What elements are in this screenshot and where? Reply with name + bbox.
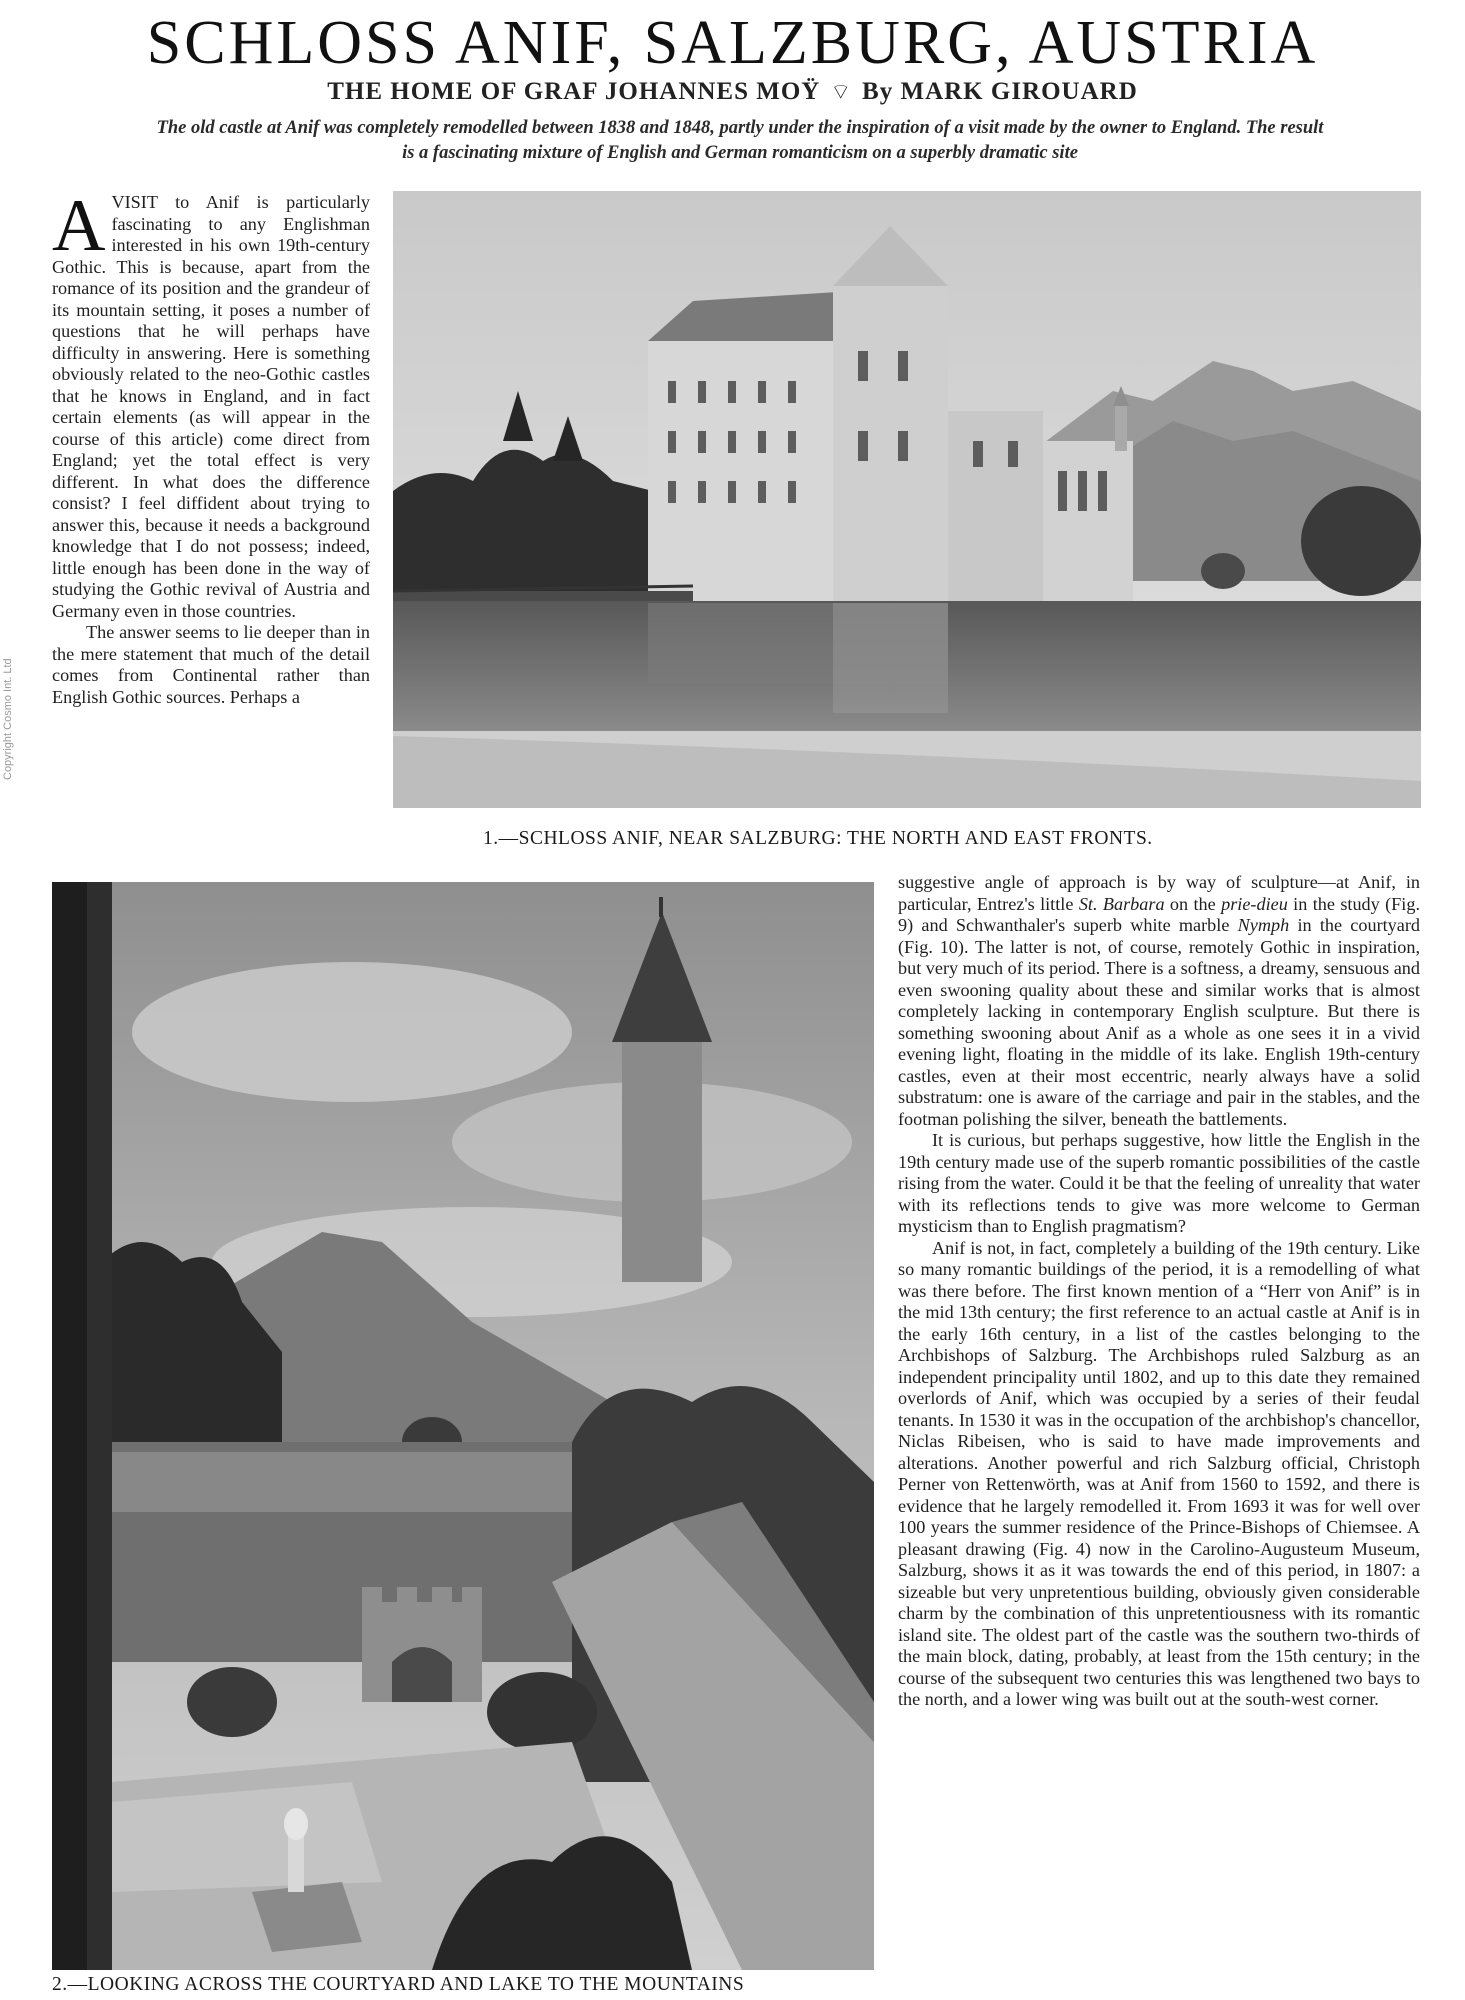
subtitle-home: THE HOME OF GRAF JOHANNES MOŸ [327,78,821,105]
castle-photo-illustration [393,191,1421,808]
figure-1-caption: 1.—SCHLOSS ANIF, NEAR SALZBURG: THE NORTH AND EAST FRONTS. [483,828,1153,849]
article-subtitle [0,78,1465,106]
copyright-notice: Copyright Cosmo Int. Ltd [2,658,14,780]
paragraph-2: The answer seems to lie deeper than in the mere statement that much of the detail comes from Continental rather than English Gothic sources. Perhaps a [52,622,370,707]
paragraph-intro: A VISIT to Anif is particularly fascinating to any Englishman interested in his own 19th-century Gothic. This is because, apart from the romance of its position and the grandeur of its mountain setting, it poses a number of questions that he will perhaps have difficulty in answering. Here is something obviously related to the neo-Gothic castles that he knows in England, and in fact certain elements (as will appear in the course of this article) come direct from England; yet the total effect is very different. In what does the difference consist? I feel diffident about trying to answer this, because it needs a background knowledge that I do not possess; indeed, little enough has been done in the way of studying the Gothic revival of Austria and Germany even in those countries. [52,185,370,621]
paragraph-water: It is curious, but perhaps suggestive, how little the English in the 19th century made use of the superb romantic possibilities of the castle rising from the water. Could it be that the feeling of unreality that water with its reflections tends to give was more welcome to German mysticism than to English pragmatism? [898,1130,1420,1236]
article-title: SCHLOSS ANIF, SALZBURG, AUSTRIA [146,9,1319,77]
standfirst: The old castle at Anif was completely remodelled between 1838 and 1848, partly under the inspiration of a visit made by the owner to England. The result is a fascinating mixture of English and German romanticism on a superbly dramatic site [156,118,1324,163]
paragraph-history: Anif is not, in fact, completely a building of the 19th century. Like so many romantic buildings of the period, it is a remodelling of what was there before. The first known mention of a “Herr von Anif” is in the mid 13th century; the first reference to an actual castle at Anif is in the early 16th century, in a list of the castles belonging to the Archbishops of Salzburg. The Archbishops ruled Salzburg as an independent principality until 1802, and up to this date they remained overlords of Anif, which was occupied by a series of their feudal tenants. In 1530 it was in the occupation of the archbishop's chancellor, Niclas Ribeisen, who is said to have made improvements and alterations. Another powerful and rich Salzburg official, Christoph Perner von Rettenwörth, was at Anif from 1560 to 1592, and there is evidence that he largely remodelled it. From 1693 it was for well over 100 years the summer residence of the Prince-Bishops of Chiemsee. A pleasant drawing (Fig. 4) now in the Carolino-Augusteum Museum, Salzburg, shows it as it was towards the end of this period, in 1807: a sizeable but very unpretentious building, obviously given considerable charm by the combination of this unpretentiousness with its romantic island site. The oldest part of the castle was the southern two-thirds of the main block, dating, probably, at least from the 15th century; in the course of the subsequent two centuries this was lengthened two bays to the north, and a lower wing was built out at the south-west corner. [898,1237,1420,1709]
byline: By MARK GIROUARD [862,78,1138,105]
ornament-icon: ⌔ [830,79,853,104]
paragraph-continued: suggestive angle of approach is by way of sculpture—at Anif, in particular, Entrez's little St. Barbara on the prie-dieu in the study (Fig. 9) and Schwanthaler's superb white marble Nymph in the courtyard (Fig. 10). The latter is not, of course, remotely Gothic in inspiration, but very much of its period. There is a softness, a dreamy, sensuous and even swooning quality about these and similar works that is almost completely lacking in contemporary English sculpture. But there is something swooning about Anif as a whole as one sees it in a vivid evening light, floating in the middle of its lake. English 19th-century castles, even at their most eccentric, nearly always have a solid substratum: one is aware of the carriage and pair in the stables, and the footman polishing the silver, beneath the battlements. [898,872,1420,1129]
courtyard-photo-illustration [52,882,874,1970]
figure-2-caption: 2.—LOOKING ACROSS THE COURTYARD AND LAKE TO THE MOUNTAINS [52,1974,745,1995]
photo-castle-north-east-fronts [393,191,1421,808]
photo-courtyard-lake-mountains [52,882,874,1970]
column-left [52,185,370,708]
column-right [898,872,1420,1711]
drop-cap: A [52,185,106,267]
